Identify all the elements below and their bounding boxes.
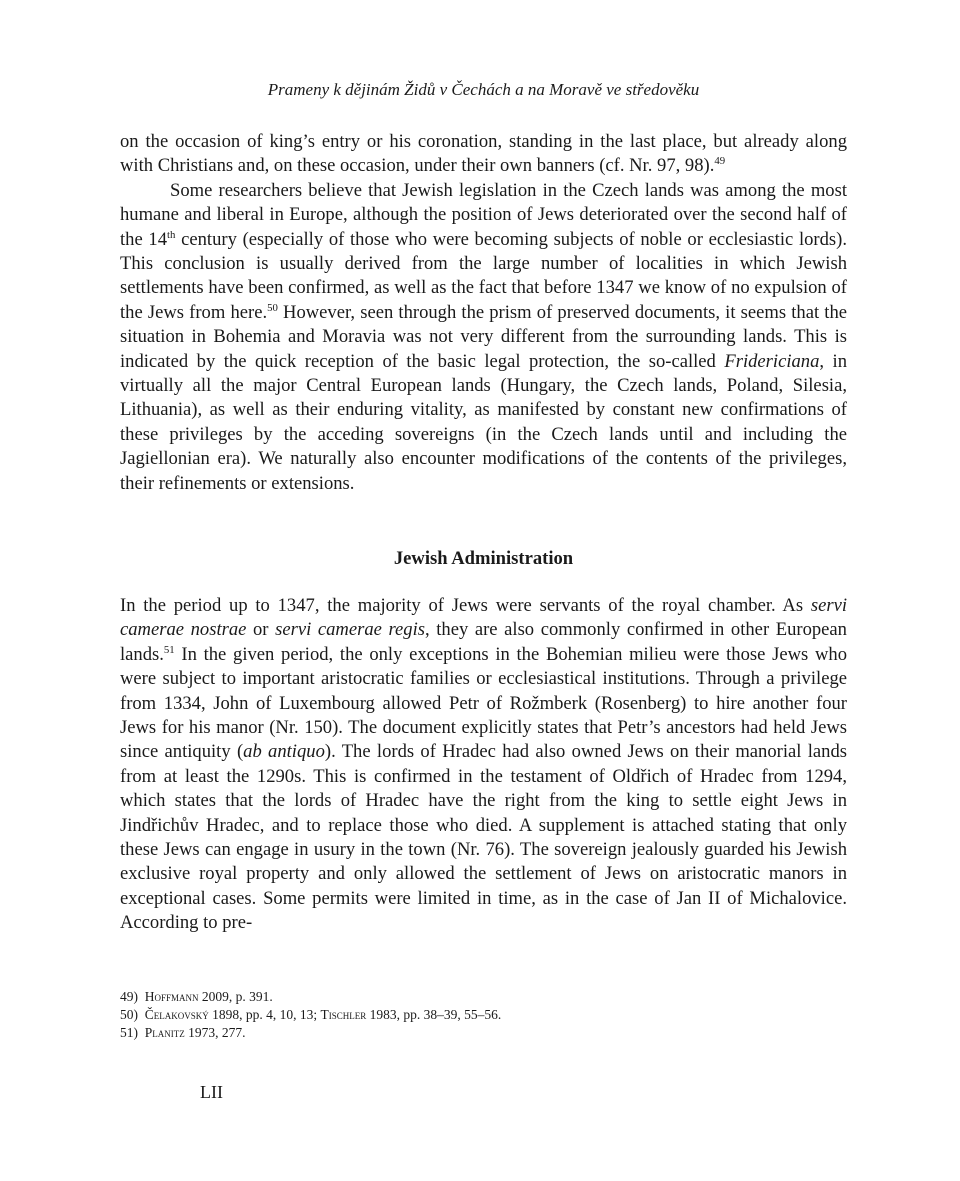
section-heading: Jewish Administration [393,548,574,569]
footnote-number: 51) [120,1025,138,1040]
paragraph-text: In the given period, the only exceptions in the Bohemian milieu were those Jews who were subject to important aristocratic families or ecclesiastical institutions. Through a privilege from 1334, John of Luxembourg allowed Petr of Rožmberk (Rosenberg) to hire another four Jews for his manor (Nr. 150). The document explicitly states that Petr’s ancestors had held Jews since antiquity ( [120,643,847,763]
italic-term: ab antiquo [243,741,325,763]
paragraph-text: , in virtually all the major Central European lands (Hungary, the Czech lands, Poland, Silesia, Lithuania), as well as their enduring vitality, as manifested by constant new confirmations of these privileges by the acceding sovereigns (in the Czech lands until and including the Jagiellonian era). We naturally also encounter modifications of the contents of the privileges, their refinements or extensions. [120,350,848,494]
paragraph-continuation [120,130,847,179]
italic-term: Fridericiana [724,350,820,372]
italic-term: servi camerae nostrae [120,595,847,641]
paragraph-text: In the period up to 1347, the majority of Jews were servants of the royal chamber. As [120,595,811,616]
footnote-ref-51[interactable]: 51 [163,643,175,656]
running-head: Prameny k dějinám Židů v Čechách a na Moravě ve středověku [267,80,700,99]
paragraph-administration [120,594,847,936]
paragraph-text: , they are also commonly confirmed in other European lands. [120,619,847,665]
paragraph-text: ). The lords of Hradec had also owned Jews on their manorial lands from at least the 1290s. This is confirmed in the testament of Oldřich of Hradec from 1294, which states that the lords of Hradec have the right from the king to settle eight Jews in Jindřichův Hradec, and to replace those who died. A supplement is attached stating that only these Jews can engage in usury in the town (Nr. 76). The sovereign jealously guarded his Jewish exclusive royal property and only allowed the settlement of Jews on aristocratic manors in exceptional cases. Some permits were limited in time, as in the case of Jan II of Michalovice. According to pre- [120,741,847,934]
footnote-author: Hoffmann [144,989,199,1004]
paragraph-researchers [120,179,847,496]
footnote-51 [120,1024,847,1042]
footnote-number: 50) [120,1007,138,1022]
page-number: LII [200,1082,223,1102]
paragraph-text: or [246,619,276,641]
body-text-top [120,130,847,496]
footnote-49 [120,988,847,1006]
ordinal-suffix: th [167,228,176,241]
paragraph-text: on the occasion of king’s entry or his coronation, standing in the last place, but already along with Christians and, on these occasion, under their own banners (cf. Nr. 97, 98). [120,131,847,177]
footnote-text: 1898, pp. 4, 10, 13; [208,1007,321,1022]
footnote-text: 1983, pp. 38–39, 55–56. [366,1007,502,1022]
italic-term: servi camerae regis [275,619,425,641]
body-text-bottom [120,594,847,936]
footnote-50 [120,1006,847,1024]
footnote-text: 2009, p. 391. [198,989,273,1004]
footnotes [120,988,847,1042]
footnote-author: Planitz [144,1025,185,1040]
footnote-number: 49) [120,989,138,1004]
footnote-ref-49[interactable]: 49 [714,155,726,168]
footnote-author: Tischler [320,1007,367,1022]
paragraph-text: However, seen through the prism of preserved documents, it seems that the situation in Bohemia and Moravia was not very different from the surrounding lands. This is indicated by the quick reception of the basic legal protection, the so-called [120,301,847,372]
footnote-text: 1973, 277. [184,1025,246,1040]
footnote-ref-50[interactable]: 50 [267,301,278,314]
footnote-author: Čelakovský [144,1007,209,1022]
paragraph-text: Some researchers believe that Jewish legislation in the Czech lands was among the most humane and liberal in Europe, although the position of Jews deteriorated over the second half of the 14 [120,179,847,250]
paragraph-text: century (especially of those who were becoming subjects of noble or ecclesiastic lords). This conclusion is usually derived from the large number of localities in which Jewish settlements have been confirmed, as well as the fact that before 1347 we know of no expulsion of the Jews from here. [120,228,847,323]
